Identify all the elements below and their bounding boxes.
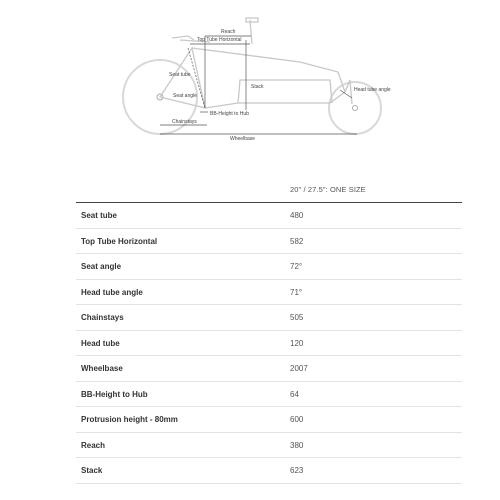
size-column-header: 20" / 27.5": ONE SIZE	[290, 185, 366, 194]
diagram-label-reach: Reach	[221, 29, 236, 35]
row-label: Head tube angle	[81, 287, 143, 297]
row-value: 71°	[290, 287, 303, 297]
row-value: 64	[290, 389, 299, 399]
row-value: 380	[290, 440, 304, 450]
diagram-label-wheelbase: Wheelbase	[230, 136, 256, 142]
geometry-table	[76, 180, 462, 484]
table-row	[76, 305, 462, 331]
row-label: Stack	[81, 466, 103, 475]
row-value: 623	[290, 466, 304, 475]
diagram-label-chainstays: Chainstays	[172, 119, 197, 125]
row-label: Chainstays	[81, 313, 124, 322]
table-row	[76, 458, 462, 484]
table-row	[76, 331, 462, 357]
row-label: Wheelbase	[81, 364, 123, 373]
row-value: 505	[290, 313, 304, 322]
table-row	[76, 433, 462, 459]
table-row	[76, 203, 462, 229]
table-row	[76, 407, 462, 433]
row-label: Reach	[81, 440, 106, 450]
front-hub	[353, 106, 358, 111]
diagram-label-seat-tube: Seat tube	[169, 72, 191, 78]
diagram-label-top-tube-horizontal: Top Tube Horizontal	[197, 37, 242, 43]
diagram-label-bb-height-to-hub: BB-Height to Hub	[210, 111, 249, 117]
diagram-label-seat-angle: Seat angle	[173, 93, 197, 99]
row-label: Protrusion height - 80mm	[81, 415, 178, 424]
row-value: 600	[290, 415, 304, 424]
row-value: 2007	[290, 364, 308, 373]
geometry-diagram	[0, 0, 500, 160]
table-row	[76, 280, 462, 306]
row-value: 120	[290, 338, 304, 348]
row-label: Top Tube Horizontal	[81, 236, 158, 246]
row-label: Seat angle	[81, 262, 122, 271]
row-label: Head tube	[81, 338, 120, 348]
table-header	[76, 180, 462, 202]
table-row	[76, 254, 462, 280]
row-value: 582	[290, 236, 304, 246]
diagram-label-stack: Stack	[251, 84, 264, 90]
row-label: Seat tube	[81, 211, 118, 220]
table-row	[76, 356, 462, 382]
row-value: 72°	[290, 262, 303, 271]
cargo-bike-drawing	[0, 0, 500, 160]
diagram-label-head-tube-angle: Head tube angle	[354, 87, 391, 93]
table-body	[76, 203, 462, 484]
table-row	[76, 382, 462, 408]
row-label: BB-Height to Hub	[81, 389, 148, 399]
row-value: 480	[290, 211, 304, 220]
table-row	[76, 229, 462, 255]
